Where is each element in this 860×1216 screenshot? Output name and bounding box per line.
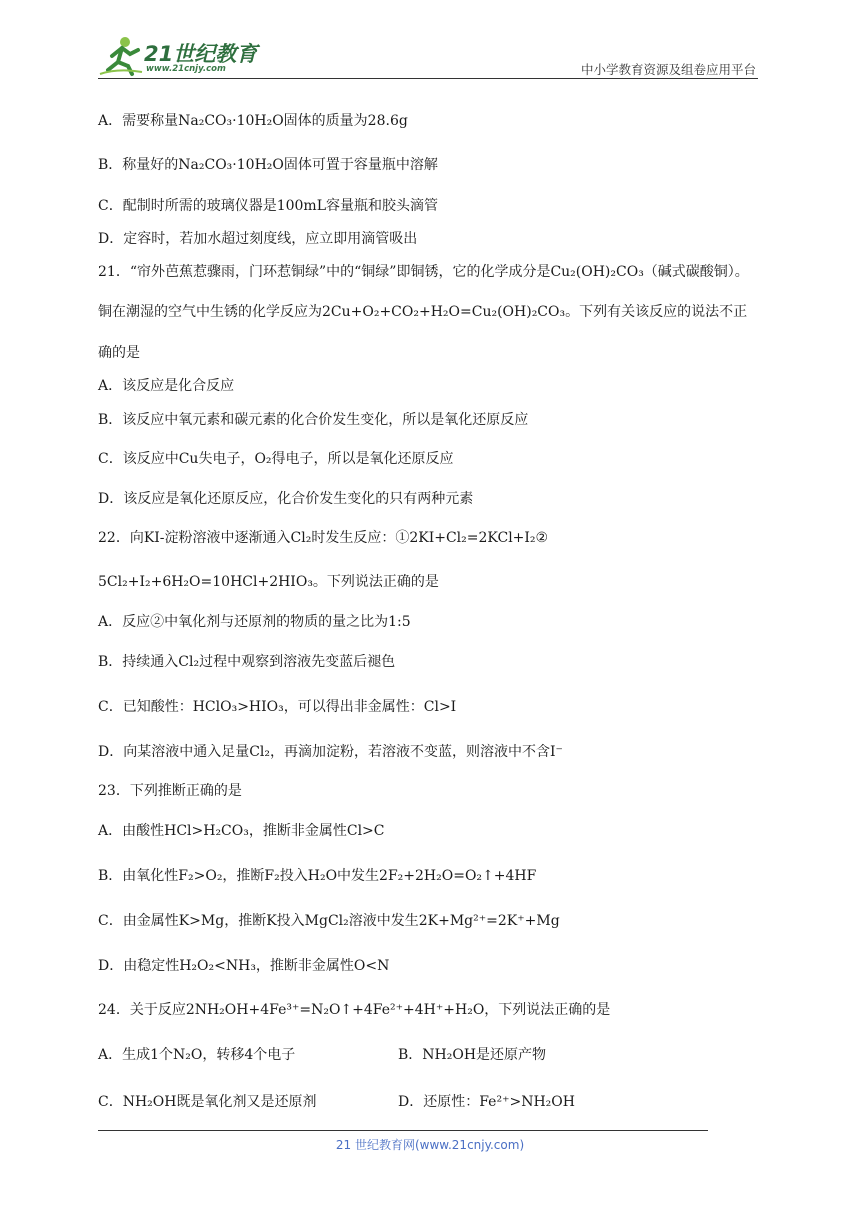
q21-option-d: D．该反应是氧化还原反应，化合价发生变化的只有两种元素 bbox=[98, 491, 474, 507]
q21-stem-line3: 确的是 bbox=[98, 345, 140, 361]
q20-option-c: C．配制时所需的玻璃仪器是100mL容量瓶和胶头滴管 bbox=[98, 198, 439, 214]
footer-divider bbox=[98, 1130, 708, 1131]
q24-option-b: B．NH₂OH是还原产物 bbox=[398, 1047, 547, 1063]
header-platform-name: 中小学教育资源及组卷应用平台 bbox=[580, 62, 756, 77]
q22-stem-line1: 22．向KI-淀粉溶液中逐渐通入Cl₂时发生反应：①2KI+Cl₂=2KCl+I₂② bbox=[98, 530, 549, 546]
runner-icon bbox=[98, 34, 144, 78]
q22-option-a: A．反应②中氧化剂与还原剂的物质的量之比为1:5 bbox=[98, 614, 411, 630]
q23-option-d: D．由稳定性H₂O₂<NH₃，推断非金属性O<N bbox=[98, 958, 390, 974]
q23-option-b: B．由氧化性F₂>O₂，推断F₂投入H₂O中发生2F₂+2H₂O=O₂↑+4HF bbox=[98, 868, 537, 884]
header-divider bbox=[98, 78, 758, 79]
q24-option-a: A．生成1个N₂O，转移4个电子 bbox=[98, 1047, 296, 1063]
q21-option-a: A．该反应是化合反应 bbox=[98, 378, 235, 394]
site-logo[interactable] bbox=[98, 34, 268, 78]
q23-option-c: C．由金属性K>Mg，推断K投入MgCl₂溶液中发生2K+Mg²⁺=2K⁺+Mg bbox=[98, 913, 560, 929]
q24-option-c: C．NH₂OH既是氧化剂又是还原剂 bbox=[98, 1094, 317, 1110]
logo-url: www.21cnjy.com bbox=[146, 64, 226, 74]
q23-stem: 23．下列推断正确的是 bbox=[98, 783, 242, 799]
logo-wordmark: 21世纪教育 bbox=[144, 42, 258, 66]
q21-stem-line2: 铜在潮湿的空气中生锈的化学反应为2Cu+O₂+CO₂+H₂O=Cu₂(OH)₂CO₃。下列有关该反应的说法不正 bbox=[98, 304, 748, 320]
q24-stem: 24．关于反应2NH₂OH+4Fe³⁺=N₂O↑+4Fe²⁺+4H⁺+H₂O，下列说法正确的是 bbox=[98, 1002, 611, 1018]
q20-option-b: B．称量好的Na₂CO₃·10H₂O固体可置于容量瓶中溶解 bbox=[98, 157, 438, 173]
footer-source-link[interactable]: 21 世纪教育网(www.21cnjy.com) bbox=[335, 1138, 525, 1152]
q22-option-d: D．向某溶液中通入足量Cl₂，再滴加淀粉，若溶液不变蓝，则溶液中不含I⁻ bbox=[98, 744, 563, 760]
q24-option-d: D．还原性：Fe²⁺>NH₂OH bbox=[398, 1094, 575, 1110]
q20-option-a: A．需要称量Na₂CO₃·10H₂O固体的质量为28.6g bbox=[98, 113, 408, 129]
page-header bbox=[98, 34, 758, 78]
q22-option-b: B．持续通入Cl₂过程中观察到溶液先变蓝后褪色 bbox=[98, 654, 396, 670]
q22-stem-line2: 5Cl₂+I₂+6H₂O=10HCl+2HIO₃。下列说法正确的是 bbox=[98, 574, 439, 590]
q21-option-c: C．该反应中Cu失电子，O₂得电子，所以是氧化还原反应 bbox=[98, 451, 454, 467]
q21-option-b: B．该反应中氧元素和碳元素的化合价发生变化，所以是氧化还原反应 bbox=[98, 412, 529, 428]
q22-option-c: C．已知酸性：HClO₃>HIO₃，可以得出非金属性：Cl>I bbox=[98, 699, 457, 715]
q21-stem-line1: 21．“帘外芭蕉惹骤雨，门环惹铜绿”中的“铜绿”即铜锈，它的化学成分是Cu₂(OH)₂CO₃（碱式碳酸铜）。 bbox=[98, 264, 749, 280]
q23-option-a: A．由酸性HCl>H₂CO₃，推断非金属性Cl>C bbox=[98, 823, 385, 839]
q20-option-d: D．定容时，若加水超过刻度线，应立即用滴管吸出 bbox=[98, 231, 418, 247]
